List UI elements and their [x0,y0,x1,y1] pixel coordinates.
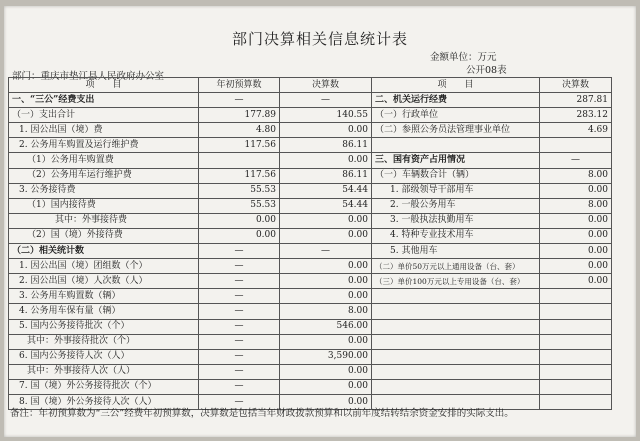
cell-right-item: （一）行政单位 [372,108,540,123]
header-right-item: 项 目 [372,78,540,93]
cell-right-final: 0.00 [540,259,612,274]
cell-right-final: 0.00 [540,228,612,243]
cell-left-final: 0.00 [280,228,372,243]
table-row [9,334,612,349]
cell-right-item: 三、国有资产占用情况 [372,153,540,168]
cell-right-item: （二）参照公务员法管理事业单位 [372,123,540,138]
table-row [9,274,612,289]
table-row [9,228,612,243]
cell-right-final: 8.00 [540,168,612,183]
cell-left-budget: 55.53 [199,198,280,213]
cell-left-final: 546.00 [280,319,372,334]
cell-right-item: （一）车辆数合计（辆） [372,168,540,183]
cell-right-final: 283.12 [540,108,612,123]
header-left-final: 决算数 [280,78,372,93]
cell-left-item: 8. 国（境）外公务接待人次（人） [9,394,199,409]
cell-left-final: — [280,93,372,108]
cell-right-item [372,364,540,379]
table-row [9,108,612,123]
cell-left-final: 0.00 [280,123,372,138]
table-row [9,319,612,334]
cell-right-final [540,304,612,319]
cell-left-budget: — [199,259,280,274]
cell-left-final: 140.55 [280,108,372,123]
cell-left-budget: — [199,319,280,334]
cell-right-item [372,289,540,304]
statistics-table [8,77,612,410]
cell-left-item: 2. 因公出国（境）人次数（人） [9,274,199,289]
cell-left-final: 86.11 [280,138,372,153]
cell-left-budget: — [199,394,280,409]
cell-right-final: 0.00 [540,213,612,228]
cell-right-item: 3. 一般执法执勤用车 [372,213,540,228]
cell-right-item [372,138,540,153]
cell-right-item [372,319,540,334]
cell-left-item: （1）公务用车购置费 [9,153,199,168]
cell-left-item: 6. 国内公务接待人次（人） [9,349,199,364]
page-title: 部门决算相关信息统计表 [231,30,408,48]
table-row [9,379,612,394]
cell-right-final [540,364,612,379]
cell-left-budget: — [199,304,280,319]
table-row [9,349,612,364]
table-header-row [9,78,612,93]
cell-right-final [540,289,612,304]
header-left-budget: 年初预算数 [199,78,280,93]
cell-left-budget: 55.53 [199,183,280,198]
cell-left-item: （1）国内接待费 [9,198,199,213]
department-label: 部门：重庆市垫江县人民政府办公室 [12,71,165,82]
cell-left-final: 0.00 [280,334,372,349]
table-row [9,364,612,379]
table-row [9,153,612,168]
cell-left-item: 1. 因公出国（境）费 [9,123,199,138]
cell-left-budget: — [199,289,280,304]
cell-left-budget: — [199,379,280,394]
cell-left-final: 54.44 [280,198,372,213]
table-row [9,289,612,304]
cell-left-item: 3. 公务用车购置数（辆） [9,289,199,304]
cell-left-final: — [280,244,372,259]
table-row [9,168,612,183]
cell-left-final: 54.44 [280,183,372,198]
cell-left-item: 4. 公务用车保有量（辆） [9,304,199,319]
cell-left-budget: — [199,364,280,379]
cell-left-item: 其中：外事接待批次（个） [9,334,199,349]
cell-right-final: 0.00 [540,183,612,198]
cell-left-item: （二）相关统计数 [9,244,199,259]
cell-right-item [372,334,540,349]
table-row [9,198,612,213]
cell-right-final: — [540,153,612,168]
cell-left-budget: 4.80 [199,123,280,138]
table-row [9,183,612,198]
cell-right-final [540,379,612,394]
cell-right-item [372,304,540,319]
cell-left-item: 其中：外事接待费 [9,213,199,228]
cell-right-item: 二、机关运行经费 [372,93,540,108]
cell-right-final: 8.00 [540,198,612,213]
cell-left-budget: 0.00 [199,213,280,228]
header-right-final: 决算数 [540,78,612,93]
cell-left-item: 3. 公务接待费 [9,183,199,198]
footnote: 备注：年初预算数为“三公”经费年初预算数，决算数是包括当年财政拨款预算和以前年度结转结余资金安排的实际支出。 [10,408,514,419]
form-number: 公开08表 [466,65,507,76]
cell-left-final: 0.00 [280,289,372,304]
cell-right-final: 0.00 [540,244,612,259]
cell-right-item: 5. 其他用车 [372,244,540,259]
cell-left-final: 0.00 [280,153,372,168]
table-row [9,138,612,153]
cell-right-final: 4.69 [540,123,612,138]
cell-right-final [540,334,612,349]
table-row [9,304,612,319]
cell-left-final: 86.11 [280,168,372,183]
cell-left-final: 0.00 [280,274,372,289]
cell-left-final: 0.00 [280,379,372,394]
cell-left-budget: 117.56 [199,138,280,153]
cell-right-final [540,138,612,153]
cell-left-item: 7. 国（境）外公务接待批次（个） [9,379,199,394]
table-row [9,123,612,138]
cell-right-item: 1. 部级领导干部用车 [372,183,540,198]
cell-left-budget: — [199,274,280,289]
cell-left-budget: — [199,93,280,108]
cell-right-final [540,319,612,334]
cell-right-item: （三）单价100万元以上专用设备（台、套） [372,274,540,289]
cell-left-item: （一）支出合计 [9,108,199,123]
cell-right-item: 2. 一般公务用车 [372,198,540,213]
cell-left-final: 3,590.00 [280,349,372,364]
cell-left-budget [199,153,280,168]
table-row [9,213,612,228]
cell-left-final: 0.00 [280,259,372,274]
amount-unit: 金额单位：万元 [430,52,497,63]
cell-right-item [372,379,540,394]
cell-left-item: 一、“三公”经费支出 [9,93,199,108]
cell-left-item: 5. 国内公务接待批次（个） [9,319,199,334]
cell-left-budget: 0.00 [199,228,280,243]
cell-left-item: （2）国（境）外接待费 [9,228,199,243]
table-row [9,244,612,259]
cell-left-final: 8.00 [280,304,372,319]
cell-left-budget: 117.56 [199,168,280,183]
table-row [9,93,612,108]
cell-left-final: 0.00 [280,364,372,379]
cell-right-item: 4. 特种专业技术用车 [372,228,540,243]
cell-left-final: 0.00 [280,394,372,409]
cell-left-budget: 177.89 [199,108,280,123]
cell-right-item: （二）单价50万元以上通用设备（台、套） [372,259,540,274]
table-row [9,259,612,274]
cell-left-item: 1. 因公出国（境）团组数（个） [9,259,199,274]
header-left-item: 项 目 [9,78,199,93]
cell-right-item [372,349,540,364]
cell-left-item: 2. 公务用车购置及运行维护费 [9,138,199,153]
cell-left-item: （2）公务用车运行维护费 [9,168,199,183]
cell-left-budget: — [199,244,280,259]
cell-right-final [540,349,612,364]
cell-left-item: 其中：外事接待人次（人） [9,364,199,379]
cell-right-final: 287.81 [540,93,612,108]
cell-left-final: 0.00 [280,213,372,228]
cell-left-budget: — [199,349,280,364]
cell-right-final: 0.00 [540,274,612,289]
cell-left-budget: — [199,334,280,349]
